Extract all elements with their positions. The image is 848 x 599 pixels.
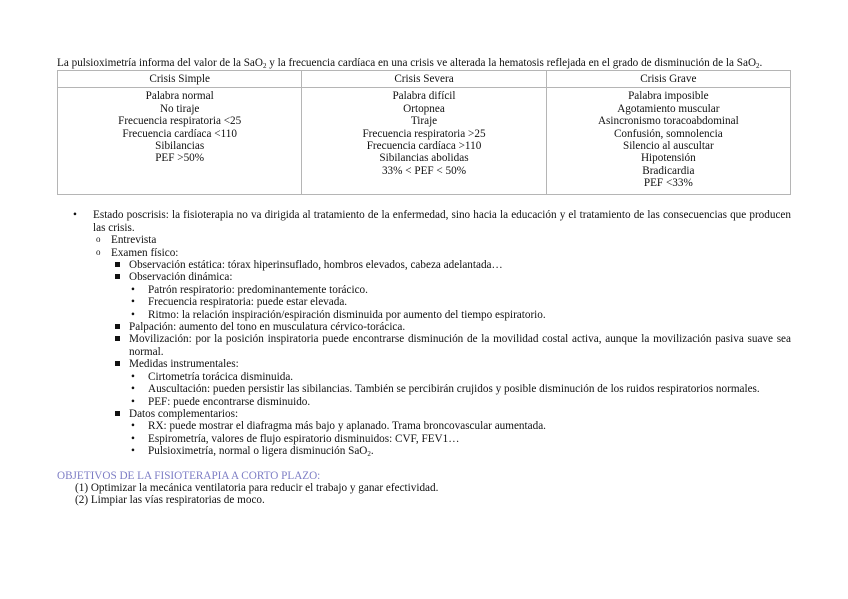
header-simple: Crisis Simple (58, 71, 302, 88)
intro-paragraph: La pulsioximetría informa del valor de la SaO$_2$ y la frecuencia cardíaca en una crisis ve alterada la hematosis reflejada en el grado de disminución de la SaO$_2$. (57, 57, 763, 70)
bullet-icon: • (131, 395, 135, 408)
objetivos-heading: OBJETIVOS DE LA FISIOTERAPIA A CORTO PLAZO: (57, 469, 321, 482)
table-row (58, 88, 791, 195)
bullet-icon: • (131, 308, 135, 321)
cell-line: Tiraje (410, 115, 438, 128)
cell-line: 33% < PEF < 50% (381, 164, 467, 177)
square-bullet-icon (115, 274, 120, 279)
cell-line: PEF >50% (155, 152, 205, 165)
list-item: Observación estática: tórax hiperinsuflado, hombros elevados, cabeza adelantada… (57, 259, 791, 271)
list-item: Datos complementarios: (57, 408, 791, 420)
circle-bullet-icon: o (96, 246, 101, 257)
cell-line: Frecuencia cardíaca <110 (122, 127, 237, 140)
cell-line: PEF <33% (643, 177, 693, 190)
cell-line: Palabra normal (145, 90, 214, 103)
list-item: • Espirometría, valores de flujo espiratorio disminuidos: CVF, FEV1… (131, 432, 460, 445)
list-item: o Examen físico: (96, 246, 179, 259)
list-item: • Frecuencia respiratoria: puede estar elevada. (131, 296, 348, 309)
circle-bullet-icon: o (96, 234, 101, 245)
list-item: o Entrevista (96, 234, 157, 247)
list-item: Movilización: por la posición inspiratoria puede encontrarse disminución de la movilidad costal activa, aunque la movilización pasiva suave sea normal. (57, 333, 791, 358)
bullet-icon: • (131, 383, 135, 396)
bullet-icon: • (131, 420, 135, 433)
cell-line: Frecuencia respiratoria >25 (362, 127, 486, 140)
cell-severa (302, 88, 546, 195)
cell-line: Sibilancias (155, 140, 205, 153)
list-item: Medidas instrumentales: (57, 358, 791, 370)
cell-line: Frecuencia respiratoria <25 (118, 115, 242, 128)
list-item: • Auscultación: pueden persistir las sibilancias. También se percibirán crujidos y posible disminución de los ruidos respiratorios normales. (131, 383, 760, 396)
square-bullet-icon (115, 336, 120, 341)
objetivo-item: (1) Optimizar la mecánica ventilatoria para reducir el trabajo y ganar efectividad. (75, 481, 439, 494)
square-bullet-icon (115, 324, 120, 329)
list-item: • Pulsioximetría, normal o ligera disminución SaO$_2$. (131, 445, 374, 459)
cell-line: Ortopnea (403, 102, 445, 115)
list-item: Observación dinámica: (57, 271, 791, 283)
cell-line: Confusión, somnolencia (613, 127, 723, 140)
cell-line: Agotamiento muscular (617, 102, 720, 115)
square-bullet-icon (115, 262, 120, 267)
list-item: • Ritmo: la relación inspiración/espiración disminuida por aumento del tiempo espiratorio. (131, 308, 546, 321)
cell-line: Silencio al auscultar (622, 140, 714, 153)
bullet-icon: • (131, 445, 135, 458)
cell-line: Bradicardia (642, 164, 695, 177)
cell-line: Sibilancias abolidas (379, 152, 469, 165)
cell-line: Asincronismo toracoabdominal (597, 115, 739, 128)
cell-line: Palabra imposible (628, 90, 709, 103)
header-severa: Crisis Severa (302, 71, 546, 88)
bullet-icon: • (131, 432, 135, 445)
list-item: Palpación: aumento del tono en musculatura cérvico-torácica. (57, 321, 791, 333)
bullet-icon: • (73, 209, 77, 222)
bullet-icon: • (131, 296, 135, 309)
cell-simple (58, 88, 302, 195)
square-bullet-icon (115, 361, 120, 366)
objetivo-item: (2) Limpiar las vías respiratorias de moco. (75, 494, 265, 507)
crisis-table (57, 70, 791, 195)
cell-grave (546, 88, 790, 195)
document-page (57, 57, 791, 507)
cell-line: Hipotensión (640, 152, 696, 165)
cell-line: Frecuencia cardíaca >110 (366, 140, 482, 153)
header-grave: Crisis Grave (546, 71, 790, 88)
list-item: • Patrón respiratorio: predominantemente torácico. (131, 283, 368, 296)
list-item: • PEF: puede encontrarse disminuido. (131, 395, 311, 408)
list-item: • Estado poscrisis: la fisioterapia no va dirigida al tratamiento de la enfermedad, sino hacia la educación y el tratamiento de las consecuencias que producen las crisis. (73, 209, 791, 234)
table-header-row (58, 71, 791, 88)
cell-line: No tiraje (159, 102, 200, 115)
list-item: • Cirtometría torácica disminuida. (131, 370, 294, 383)
bullet-icon: • (131, 283, 135, 296)
cell-line: Palabra difícil (392, 90, 456, 103)
list-item: • RX: puede mostrar el diafragma más bajo y aplanado. Trama broncovascular aumentada. (131, 420, 546, 433)
poscrisis-list (57, 209, 791, 457)
square-bullet-icon (115, 411, 120, 416)
bullet-icon: • (131, 370, 135, 383)
